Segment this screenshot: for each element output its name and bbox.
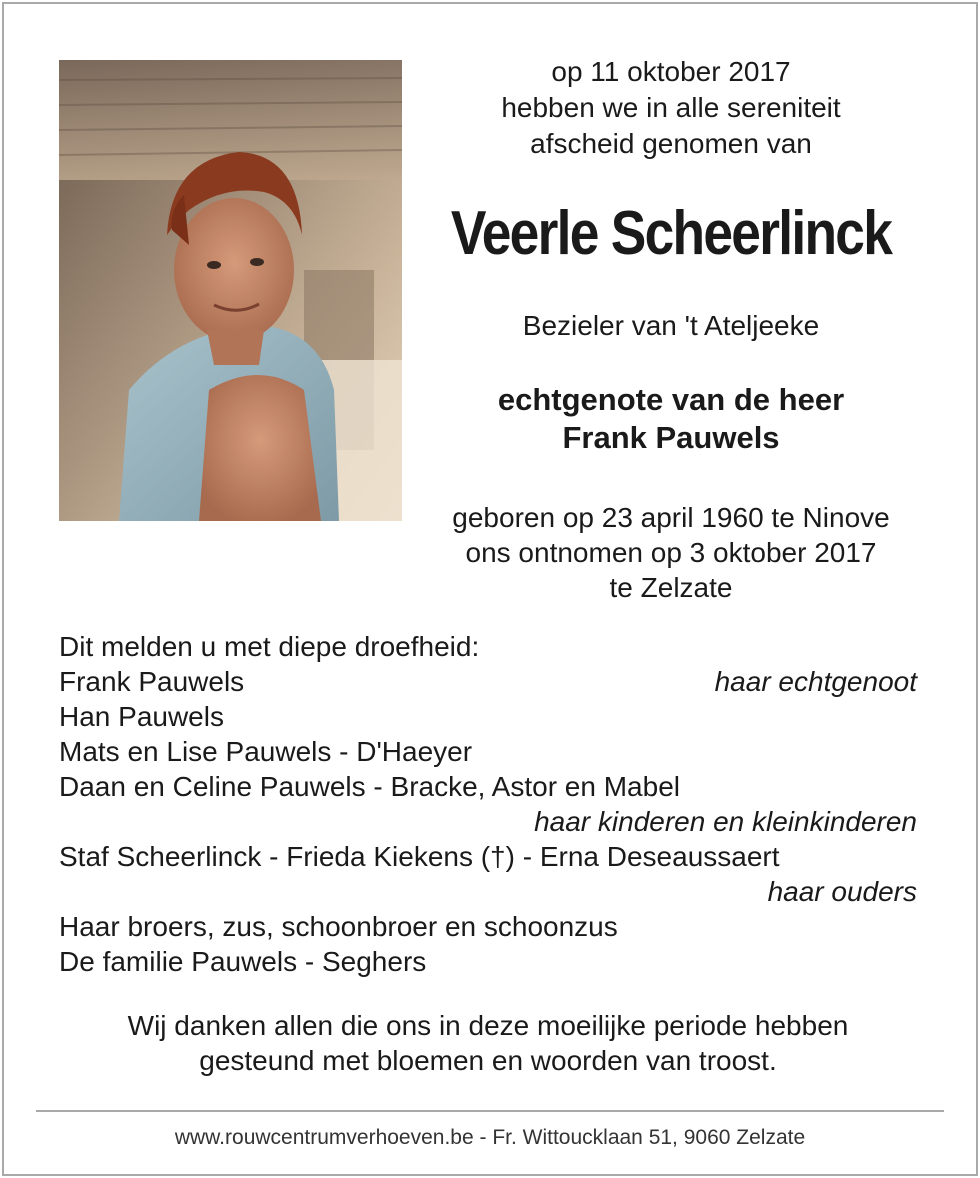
spouse-line: echtgenote van de heer: [497, 382, 845, 417]
list-item: [59, 909, 917, 944]
divider: [36, 1110, 944, 1112]
mourner-name: Staf Scheerlinck - Frieda Kiekens (†) - Erna Deseaussaert: [59, 841, 780, 872]
relation-label: haar ouders: [767, 876, 917, 907]
spouse-name: Frank Pauwels: [562, 420, 780, 455]
mourners-list: [59, 629, 917, 979]
relation-label: haar kinderen en kleinkinderen: [534, 806, 917, 837]
mourner-name: Daan en Celine Pauwels - Bracke, Astor en Mabel: [59, 771, 680, 802]
thanks-line: gesteund met bloemen en woorden van troost.: [199, 1045, 777, 1076]
thanks-text: [40, 1008, 936, 1078]
relation-label: haar echtgenoot: [714, 666, 917, 697]
list-item: [59, 699, 917, 734]
intro-line: afscheid genomen van: [530, 128, 812, 159]
portrait-photo: [59, 60, 402, 521]
mourner-name: Haar broers, zus, schoonbroer en schoonzus: [59, 911, 618, 942]
spouse-text: [410, 381, 932, 457]
mourner-name: De familie Pauwels - Seghers: [59, 946, 427, 977]
list-item: [59, 664, 917, 699]
birth-line: geboren op 23 april 1960 te Ninove: [452, 502, 890, 533]
mourners-heading: Dit melden u met diepe droefheid:: [59, 631, 480, 662]
death-line: ons ontnomen op 3 oktober 2017: [465, 537, 877, 568]
mourner-name: Frank Pauwels: [59, 666, 245, 697]
list-item: [59, 734, 917, 769]
intro-date: op 11 oktober 2017: [551, 56, 791, 87]
life-dates: [410, 500, 932, 605]
thanks-line: Wij danken allen die ons in deze moeilijke periode hebben: [127, 1010, 849, 1041]
list-item: [59, 944, 917, 979]
deceased-name: Veerle Scheerlinck: [450, 199, 892, 268]
list-item: [59, 839, 917, 874]
list-item: [59, 769, 917, 804]
intro-line: hebben we in alle sereniteit: [501, 92, 841, 123]
footer-contact: www.rouwcentrumverhoeven.be - Fr. Wittoucklaan 51, 9060 Zelzate: [174, 1126, 806, 1149]
mourner-name: Han Pauwels: [59, 701, 224, 732]
deceased-role: Bezieler van 't Ateljeeke: [522, 310, 820, 341]
mourner-name: Mats en Lise Pauwels - D'Haeyer: [59, 736, 473, 767]
intro-text: [410, 54, 932, 162]
death-place: te Zelzate: [609, 572, 733, 603]
